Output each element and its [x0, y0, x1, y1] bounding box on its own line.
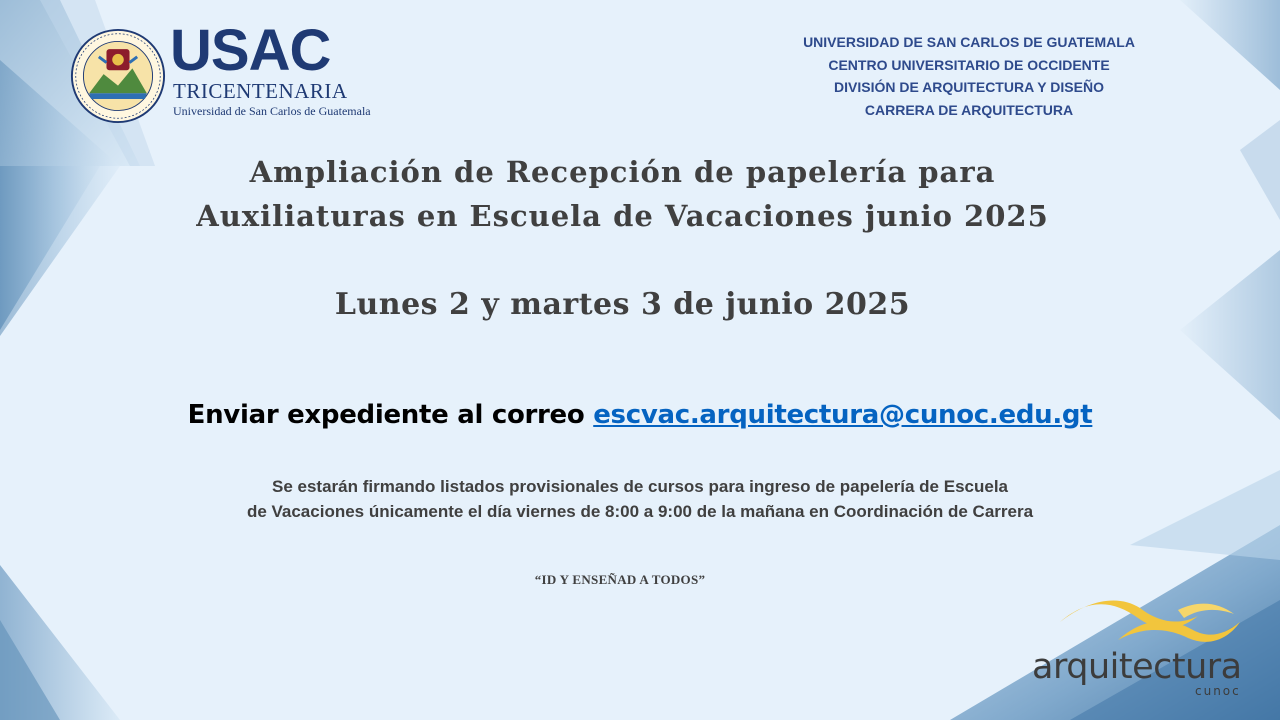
announcement-date: Lunes 2 y martes 3 de junio 2025 — [334, 287, 911, 322]
email-link[interactable]: escvac.arquitectura@cunoc.edu.gt — [593, 400, 1093, 430]
arquitectura-waves-logo — [1058, 596, 1243, 646]
arquitectura-wordmark: arquitectura — [1032, 647, 1242, 687]
send-instruction — [90, 395, 1190, 435]
title-line-1: Ampliación de Recepción de papelería para — [249, 155, 996, 189]
signing-note — [90, 474, 1190, 524]
usac-subtitle: Universidad de San Carlos de Guatemala — [173, 104, 371, 118]
send-prefix: Enviar expediente al correo — [187, 400, 585, 430]
header-division: DIVISIÓN DE ARQUITECTURA Y DISEÑO — [834, 79, 1104, 95]
header-university: UNIVERSIDAD DE SAN CARLOS DE GUATEMALA — [803, 34, 1135, 50]
note-line-2: de Vacaciones únicamente el día viernes de 8:00 a 9:00 de la mañana en Coordinación de Carrera — [246, 502, 1034, 521]
title-line-2: Auxiliaturas en Escuela de Vacaciones junio 2025 — [196, 199, 1049, 233]
motto: “ID Y ENSEÑAD A TODOS” — [534, 572, 706, 587]
institution-header — [760, 31, 1178, 121]
announcement-title — [90, 150, 1155, 238]
cunoc-wordmark: cunoc — [1195, 684, 1241, 698]
usac-tricentenaria: TRICENTENARIA — [173, 79, 348, 103]
usac-wordmark: USAC — [170, 18, 331, 83]
note-line-1: Se estarán firmando listados provisionales de cursos para ingreso de papelería de Escuela — [272, 477, 1008, 496]
header-career: CARRERA DE ARQUITECTURA — [864, 101, 1074, 118]
usac-seal-logo — [70, 28, 166, 124]
header-center: CENTRO UNIVERSITARIO DE OCCIDENTE — [828, 56, 1110, 73]
